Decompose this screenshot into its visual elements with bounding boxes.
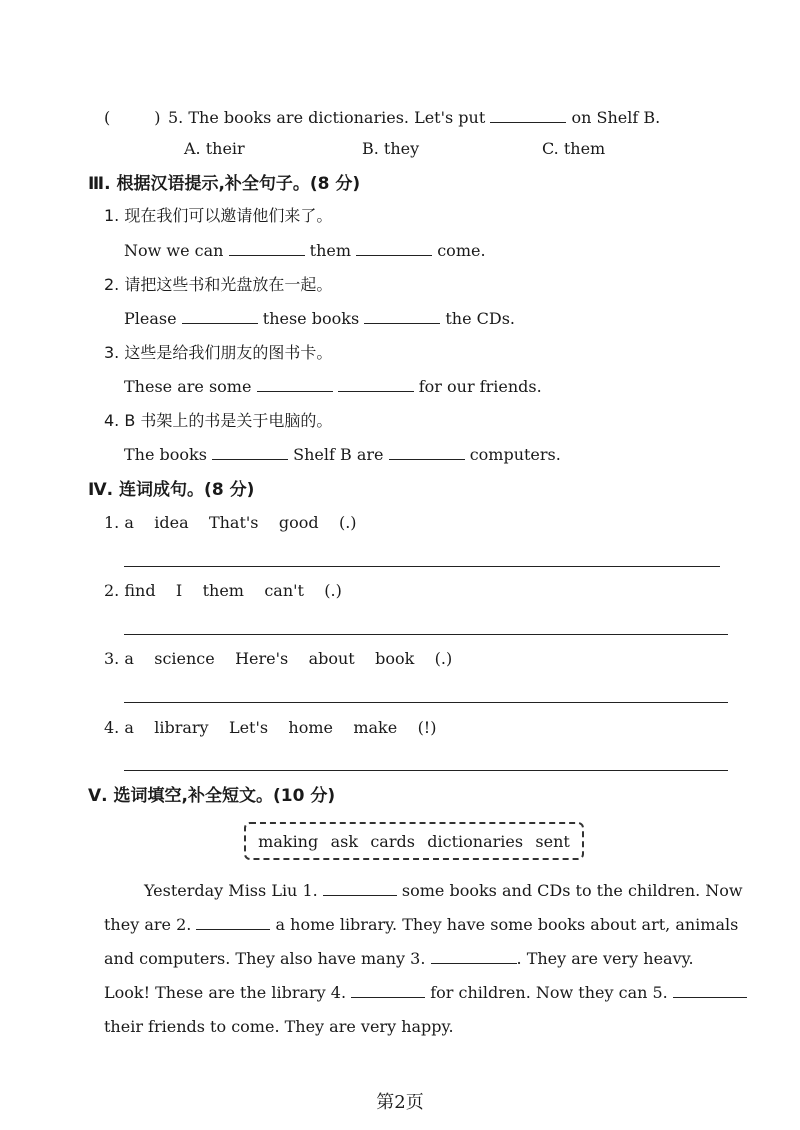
answer-blank[interactable]	[196, 928, 270, 930]
answer-line[interactable]	[124, 566, 720, 567]
page-number: 第2页	[376, 1092, 424, 1113]
answer-blank[interactable]	[431, 962, 517, 964]
answer-blank[interactable]	[389, 458, 465, 460]
q5-paren: ( )	[104, 108, 161, 127]
answer-blank[interactable]	[212, 458, 288, 460]
s3-item2-cn: 2. 请把这些书和光盘放在一起。	[104, 275, 333, 294]
s4-item3-words: 3. a science Here's about book (.)	[104, 649, 453, 668]
answer-blank[interactable]	[338, 390, 414, 392]
answer-line[interactable]	[124, 702, 728, 703]
s3-item3-cn: 3. 这些是给我们朋友的图书卡。	[104, 343, 333, 362]
passage	[104, 874, 743, 1044]
passage-line: Look! These are the library 4. for children. Now they can 5.	[104, 976, 728, 1010]
s4-item1-words: 1. a idea That's good (.)	[104, 513, 357, 532]
s3-item4-en: The books Shelf B are computers.	[124, 445, 561, 464]
word-bank-item: sent	[535, 831, 570, 851]
q5-option-a: A. their	[184, 139, 245, 158]
answer-blank[interactable]	[364, 322, 440, 324]
answer-blank[interactable]	[182, 322, 258, 324]
q5-option-b: B. they	[362, 139, 420, 158]
s4-item2-words: 2. find I them can't (.)	[104, 581, 342, 600]
answer-blank[interactable]	[323, 894, 397, 896]
answer-blank[interactable]	[490, 121, 566, 123]
word-bank-item: dictionaries	[427, 831, 524, 851]
answer-blank[interactable]	[257, 390, 333, 392]
answer-blank[interactable]	[351, 996, 425, 998]
passage-line: their friends to come. They are very happy.	[104, 1017, 454, 1036]
passage-line: they are 2. a home library. They have some books about art, animals	[104, 915, 739, 934]
word-bank-item: ask	[330, 831, 359, 851]
s3-item4-cn: 4. B 书架上的书是关于电脑的。	[104, 411, 333, 430]
s3-item3-en: These are some for our friends.	[124, 377, 542, 396]
s3-item1-cn: 1. 现在我们可以邀请他们来了。	[104, 206, 333, 225]
answer-blank[interactable]	[229, 254, 305, 256]
section4-title: Ⅳ. 连词成句。(8 分)	[88, 480, 255, 500]
answer-line[interactable]	[124, 634, 728, 635]
q5-option-c: C. them	[542, 139, 606, 158]
word-bank	[244, 822, 584, 860]
q5-text: 5. The books are dictionaries. Let's put on Shelf B.	[168, 108, 661, 127]
section5-title: Ⅴ. 选词填空,补全短文。(10 分)	[88, 786, 336, 806]
word-bank-item: making	[258, 831, 319, 851]
passage-line: Yesterday Miss Liu 1. some books and CDs to the children. Now	[144, 881, 743, 900]
s3-item1-en: Now we can them come.	[124, 241, 486, 260]
answer-blank[interactable]	[356, 254, 432, 256]
section3-title: Ⅲ. 根据汉语提示,补全句子。(8 分)	[88, 174, 361, 194]
s4-item4-words: 4. a library Let's home make (!)	[104, 718, 437, 737]
s3-item2-en: Please these books the CDs.	[124, 309, 515, 328]
word-bank-item: cards	[370, 831, 415, 851]
passage-line: and computers. They also have many 3. . They are very heavy.	[104, 949, 694, 968]
answer-line[interactable]	[124, 770, 728, 771]
answer-blank[interactable]	[673, 996, 747, 998]
